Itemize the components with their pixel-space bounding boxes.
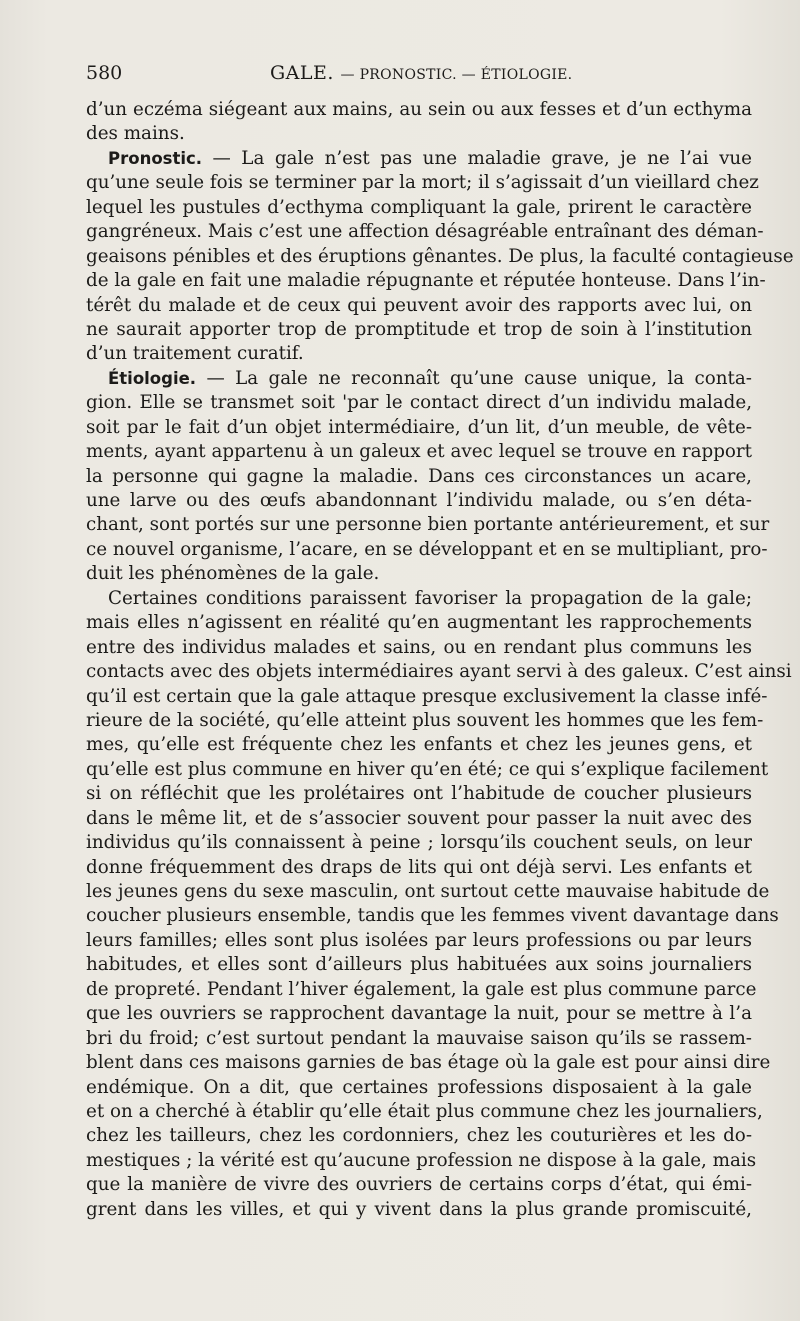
text-line: qu’elle est plus commune en hiver qu’en été; ce qui s’explique facilement [86, 758, 769, 780]
text-line: habitudes, et elles sont d’ailleurs plus habituées aux soins journaliers [86, 954, 752, 976]
text-line: qu’une seule fois se terminer par la mort; il s’agissait d’un vieillard chez [86, 172, 759, 194]
text-line: de propreté. Pendant l’hiver également, la gale est plus commune parce [86, 978, 757, 1000]
text-line: lequel les pustules d’ecthyma compliquant la gale, prirent le caractère [86, 196, 752, 218]
text-line: mais elles n’agissent en réalité qu’en augmentant les rapprochements [86, 612, 752, 634]
header-section-pronostic: PRONOSTIC. [359, 67, 457, 83]
page-number: 580 [86, 62, 123, 84]
text-line: qu’il est certain que la gale attaque presque exclusivement la classe infé- [86, 685, 768, 707]
text-line: la personne qui gagne la maladie. Dans ces circonstances un acare, [86, 465, 752, 487]
text-line: gangréneux. Mais c’est une affection désagréable entraînant des déman- [86, 221, 764, 243]
text-line: grent dans les villes, et qui y vivent dans la plus grande promiscuité, [86, 1198, 752, 1220]
text-line: blent dans ces maisons garnies de bas étage où la gale est pour ainsi dire [86, 1052, 771, 1074]
header-separator: — [461, 67, 476, 83]
text-line: que les ouvriers se rapprochent davantage la nuit, pour se mettre à l’a [86, 1003, 752, 1025]
text-line: mes, qu’elle est fréquente chez les enfants et chez les jeunes gens, et [86, 734, 752, 756]
text-line: endémique. On a dit, que certaines professions disposaient à la gale [86, 1076, 752, 1098]
text-line: térêt du malade et de ceux qui peuvent avoir des rapports avec lui, on [86, 294, 752, 316]
text-line [86, 147, 752, 171]
text-line: duit les phénomènes de la gale. [86, 563, 380, 585]
text-line: une larve ou des œufs abandonnant l’individu malade, ou s’en déta- [86, 490, 752, 511]
text-line: et on a cherché à établir qu’elle était plus commune chez les journaliers, [86, 1100, 763, 1122]
text-line: ne saurait apporter trop de promptitude et trop de soin à l’institution [86, 318, 752, 340]
running-title [270, 62, 572, 84]
text-line: soit par le fait d’un objet intermédiaire, d’un lit, d’un meuble, de vête- [86, 416, 752, 438]
running-header [86, 62, 751, 88]
text-line: leurs familles; elles sont plus isolées par leurs professions ou par leurs [86, 929, 752, 951]
text-line: Certaines conditions paraissent favoriser la propagation de la gale; [108, 587, 752, 609]
header-section-etiologie: ÉTIOLOGIE. [480, 67, 573, 83]
text-line: chant, sont portés sur une personne bien portante antérieurement, et sur [86, 514, 770, 536]
section-heading-etiologie: Étiologie. [108, 368, 197, 388]
text-line: chez les tailleurs, chez les cordonniers, chez les couturières et les do- [86, 1125, 752, 1147]
header-title: GALE. [270, 62, 334, 84]
text-line: les jeunes gens du sexe masculin, ont surtout cette mauvaise habitude de [86, 881, 770, 902]
text-line: ments, ayant appartenu à un galeux et avec lequel se trouve en rapport [86, 441, 752, 463]
section-heading-pronostic: Pronostic. [108, 148, 203, 168]
text-line: entre des individus malades et sains, ou en rendant plus communs les [86, 636, 752, 658]
text-line: individus qu’ils connaissent à peine ; lorsqu’ils couchent seuls, on leur [86, 832, 752, 854]
header-separator: — [340, 67, 355, 83]
text-line: ce nouvel organisme, l’acare, en se développant et en se multipliant, pro- [86, 538, 768, 560]
text-line: bri du froid; c’est surtout pendant la mauvaise saison qu’ils se rassem- [86, 1027, 752, 1049]
text-line: de la gale en fait une maladie répugnante et réputée honteuse. Dans l’in- [86, 270, 766, 292]
text-line [86, 367, 752, 391]
text-line: d’un eczéma siégeant aux mains, au sein ou aux fesses et d’un ecthyma [86, 99, 752, 120]
text-line: donne fréquemment des draps de lits qui ont déjà servi. Les enfants et [86, 856, 752, 878]
text-line: geaisons pénibles et des éruptions gênantes. De plus, la faculté contagieuse [86, 245, 794, 267]
text-line: mestiques ; la vérité est qu’aucune profession ne dispose à la gale, mais [86, 1149, 757, 1171]
text-line: si on réfléchit que les prolétaires ont l’habitude de coucher plusieurs [86, 783, 752, 805]
text-line: que la manière de vivre des ouvriers de certains corps d’état, qui émi- [86, 1174, 752, 1196]
text-line: d’un traitement curatif. [86, 343, 304, 365]
body-text [86, 98, 794, 1222]
text-line: rieure de la société, qu’elle atteint plus souvent les hommes que les fem- [86, 709, 764, 731]
text-line: gion. Elle se transmet soit 'par le contact direct d’un individu malade, [86, 392, 752, 414]
text-line: coucher plusieurs ensemble, tandis que les femmes vivent davantage dans [86, 905, 779, 927]
text-run: — La gale n’est pas une maladie grave, je ne l’ai vue [202, 147, 752, 169]
text-line: des mains. [86, 123, 185, 145]
text-run: — La gale ne reconnaît qu’une cause unique, la conta- [196, 367, 752, 389]
text-line: dans le même lit, et de s’associer souvent pour passer la nuit avec des [86, 807, 752, 829]
text-line: contacts avec des objets intermédiaires ayant servi à des galeux. C’est ainsi [86, 661, 792, 683]
